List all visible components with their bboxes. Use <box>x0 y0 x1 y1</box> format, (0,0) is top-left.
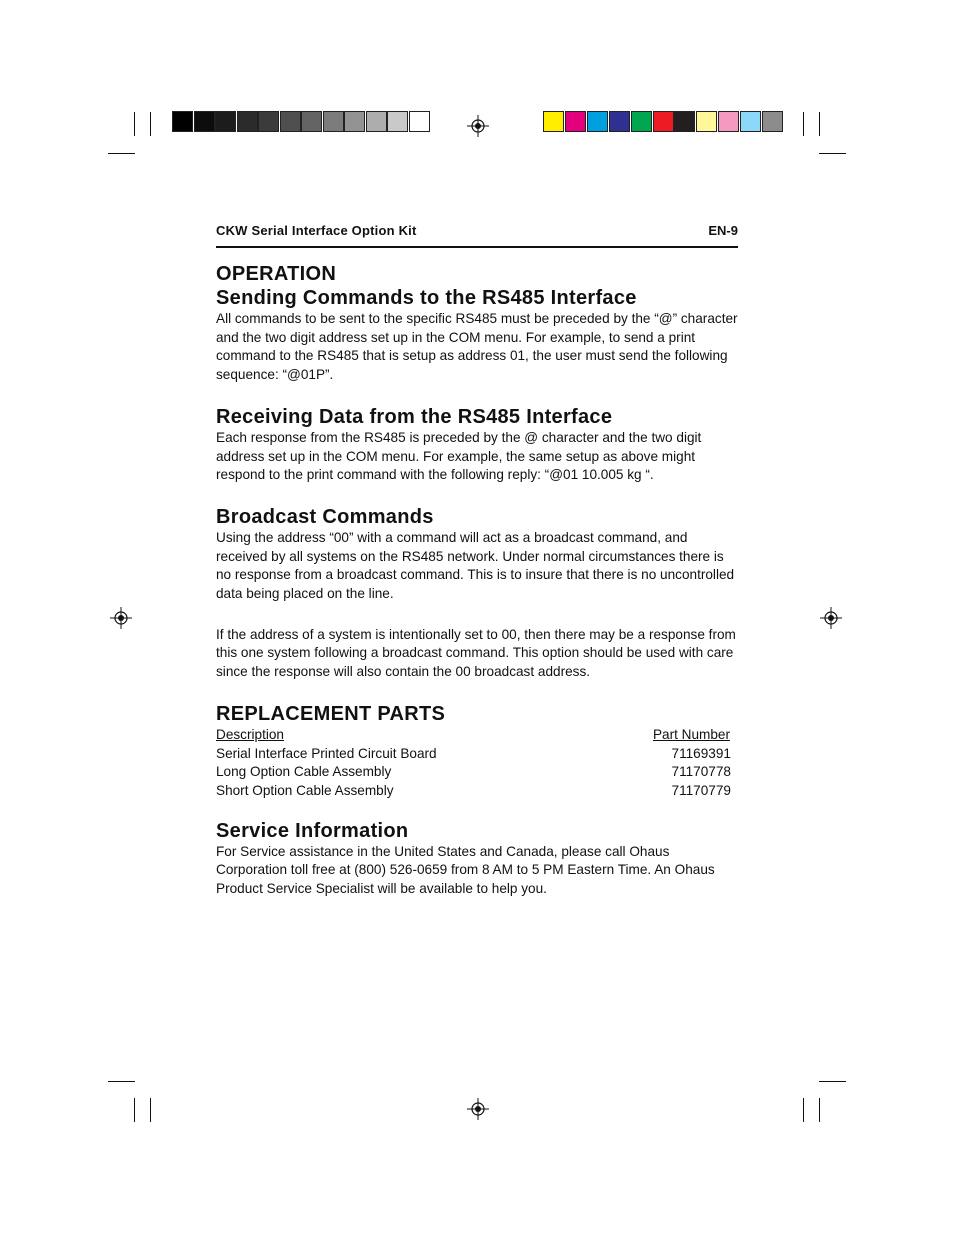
color-swatch <box>409 111 430 132</box>
color-swatch <box>237 111 258 132</box>
registration-mark-icon <box>467 115 489 137</box>
color-swatch <box>366 111 387 132</box>
section-heading-operation: OPERATION <box>216 263 337 285</box>
part-description: Short Option Cable Assembly <box>216 782 394 798</box>
color-swatch <box>172 111 193 132</box>
part-number: 71170779 <box>671 782 731 798</box>
color-swatch <box>194 111 215 132</box>
color-swatch <box>301 111 322 132</box>
paragraph-broadcast-2: If the address of a system is intentionally set to 00, then there may be a response from this one system following a broadcast command. This option should be used with care since the response will also contain the 00 broadcast address. <box>216 626 736 680</box>
color-swatch <box>718 111 739 132</box>
table-row <box>216 745 731 764</box>
registration-mark-icon <box>467 1098 489 1120</box>
color-swatch <box>565 111 586 132</box>
color-swatch <box>323 111 344 132</box>
part-number: 71169391 <box>671 745 731 761</box>
color-swatch <box>280 111 301 132</box>
header-rule <box>216 246 738 248</box>
parts-table-header <box>216 726 730 745</box>
part-number: 71170778 <box>671 764 731 780</box>
color-swatch <box>696 111 717 132</box>
color-swatch <box>543 111 564 132</box>
color-swatch <box>215 111 236 132</box>
page-body <box>216 262 738 899</box>
color-swatch <box>653 111 674 132</box>
color-swatch <box>344 111 365 132</box>
registration-mark-icon <box>820 607 842 629</box>
running-header-title: CKW Serial Interface Option Kit <box>216 223 417 238</box>
color-swatch <box>587 111 608 132</box>
paragraph-sending-commands: All commands to be sent to the specific RS485 must be preceded by the “@” character and the two digit address set up in the COM menu. For example, to send a print command to the RS485 that is setup as address 01, the user must send the following sequence: “@01P”. <box>216 311 738 383</box>
color-swatch <box>674 111 695 132</box>
column-header-description: Description <box>216 726 284 742</box>
page-number: EN-9 <box>708 223 738 238</box>
color-swatch <box>762 111 783 132</box>
color-swatch <box>631 111 652 132</box>
table-row <box>216 763 731 782</box>
subsection-heading-sending-commands: Sending Commands to the RS485 Interface <box>216 287 637 309</box>
color-swatch <box>609 111 630 132</box>
paragraph-service-information: For Service assistance in the United States and Canada, please call Ohaus Corporation toll free at (800) 526-0659 from 8 AM to 5 PM Eastern Time. An Ohaus Product Service Specialist will be available to help you. <box>216 843 715 897</box>
subsection-heading-broadcast-commands: Broadcast Commands <box>216 505 434 528</box>
section-heading-replacement-parts: REPLACEMENT PARTS <box>216 702 446 725</box>
subsection-heading-receiving-data: Receiving Data from the RS485 Interface <box>216 405 613 428</box>
parts-table <box>216 726 738 801</box>
paragraph-broadcast-1: Using the address “00” with a command will act as a broadcast command, and received by all systems on the RS485 network. Under normal circumstances there is no response from a broadcast command. This is to insure that there is no uncontrolled data being placed on the line. <box>216 529 735 602</box>
section-heading-service-information: Service Information <box>216 819 409 842</box>
paragraph-receiving-data: Each response from the RS485 is preceded by the @ character and the two digit address set up in the COM menu. For example, the same setup as above might respond to the print command with the following reply: “@01 10.005 kg “. <box>216 429 702 483</box>
column-header-part-number: Part Number <box>652 726 730 742</box>
color-swatch <box>740 111 761 132</box>
color-swatch <box>387 111 408 132</box>
table-row <box>216 782 731 801</box>
part-description: Long Option Cable Assembly <box>216 764 392 780</box>
color-swatch <box>258 111 279 132</box>
registration-mark-icon <box>110 607 132 629</box>
part-description: Serial Interface Printed Circuit Board <box>216 745 437 761</box>
